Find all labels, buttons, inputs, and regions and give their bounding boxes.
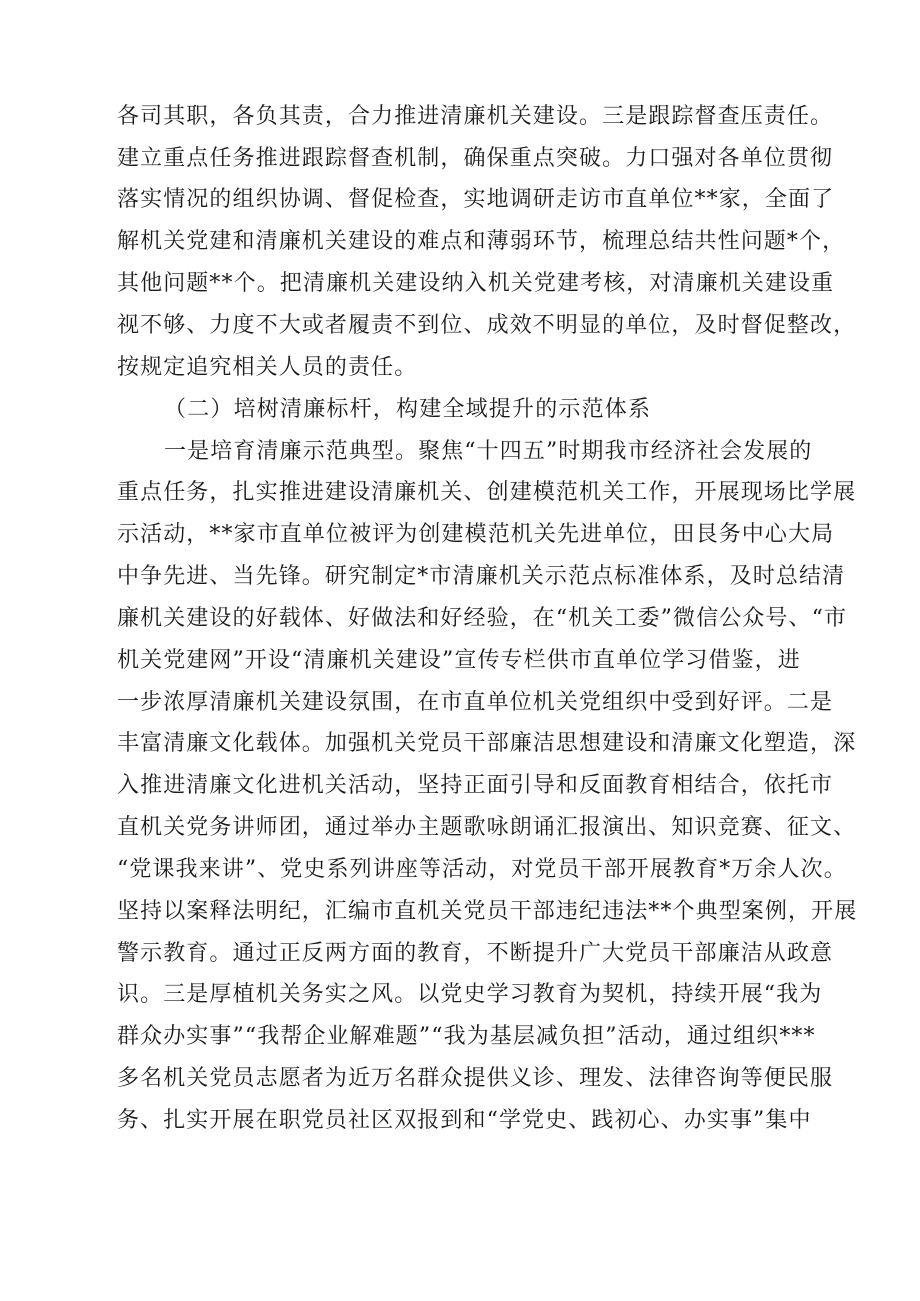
paragraph-line: 直机关党务讲师团，通过举办主题歌咏朗诵汇报演出、知识竞赛、征文、	[117, 815, 857, 840]
paragraph-line: 警示教育。通过正反两方面的教育，不断提升广大党员干部廉洁从政意	[117, 941, 834, 966]
paragraph-line: 中争先进、当先锋。研究制定*市清廉机关示范点标准体系，及时总结清	[117, 564, 846, 589]
paragraph-line: 按规定追究相关人员的责任。	[117, 355, 418, 380]
paragraph-line: 一是培育清廉示范典型。聚焦“十四五”时期我市经济社会发展的	[164, 439, 813, 464]
paragraph-line: 视不够、力度不大或者履责不到位、成效不明显的单位，及时督促整改，	[117, 313, 857, 338]
paragraph-line: 各司其职，各负其责，合力推进清廉机关建设。三是跟踪督查压责任。	[117, 104, 834, 129]
section-heading: （二）培树清廉标杆，构建全域提升的示范体系	[164, 397, 652, 422]
paragraph-line: 坚持以案释法明纪，汇编市直机关党员干部违纪违法**个典型案例，开展	[117, 899, 858, 924]
paragraph-line: 廉机关建设的好载体、好做法和好经验，在“机关工委”微信公众号、“市	[117, 606, 848, 631]
paragraph-line: 解机关党建和清廉机关建设的难点和薄弱环节，梳理总结共性问题*个，	[117, 229, 846, 254]
paragraph-line: 一步浓厚清廉机关建设氛围，在市直单位机关党组织中受到好评。二是	[117, 690, 834, 715]
paragraph-line: 群众办实事”“我帮企业解难题”“我为基层减负担”活动，通过组织***	[117, 1024, 816, 1049]
paragraph-line: “党课我来讲”、党史系列讲座等活动，对党员干部开展教育*万余人次。	[117, 857, 847, 882]
paragraph-line: 重点任务，扎实推进建设清廉机关、创建模范机关工作，开展现场比学展	[117, 480, 857, 505]
paragraph-line: 建立重点任务推进跟踪督查机制，确保重点突破。力口强对各单位贯彻	[117, 146, 834, 171]
paragraph-line: 落实情况的组织协调、督促检查，实地调研走访市直单位**家，全面了	[117, 187, 835, 212]
paragraph-line: 其他问题**个。把清廉机关建设纳入机关党建考核，对清廉机关建设重	[117, 271, 835, 296]
paragraph-line: 示活动，**家市直单位被评为创建模范机关先进单位，田艮务中心大局	[117, 522, 835, 547]
paragraph-line: 多名机关党员志愿者为近万名群众提供义诊、理发、法律咨询等便民服	[117, 1066, 834, 1091]
paragraph-line: 机关党建网”开设“清廉机关建设”宣传专栏供市直单位学习借鉴，进	[117, 648, 801, 673]
paragraph-line: 识。三是厚植机关务实之风。以党史学习教育为契机，持续开展“我为	[117, 982, 823, 1007]
paragraph-line: 入推进清廉文化进机关活动，坚持正面引导和反面教育相结合，依托市	[117, 773, 834, 798]
paragraph-line: 务、扎实开展在职党员社区双报到和“学党史、践初心、办实事”集中	[117, 1108, 812, 1133]
paragraph-line: 丰富清廉文化载体。加强机关党员干部廉洁思想建设和清廉文化塑造，深	[117, 731, 857, 756]
